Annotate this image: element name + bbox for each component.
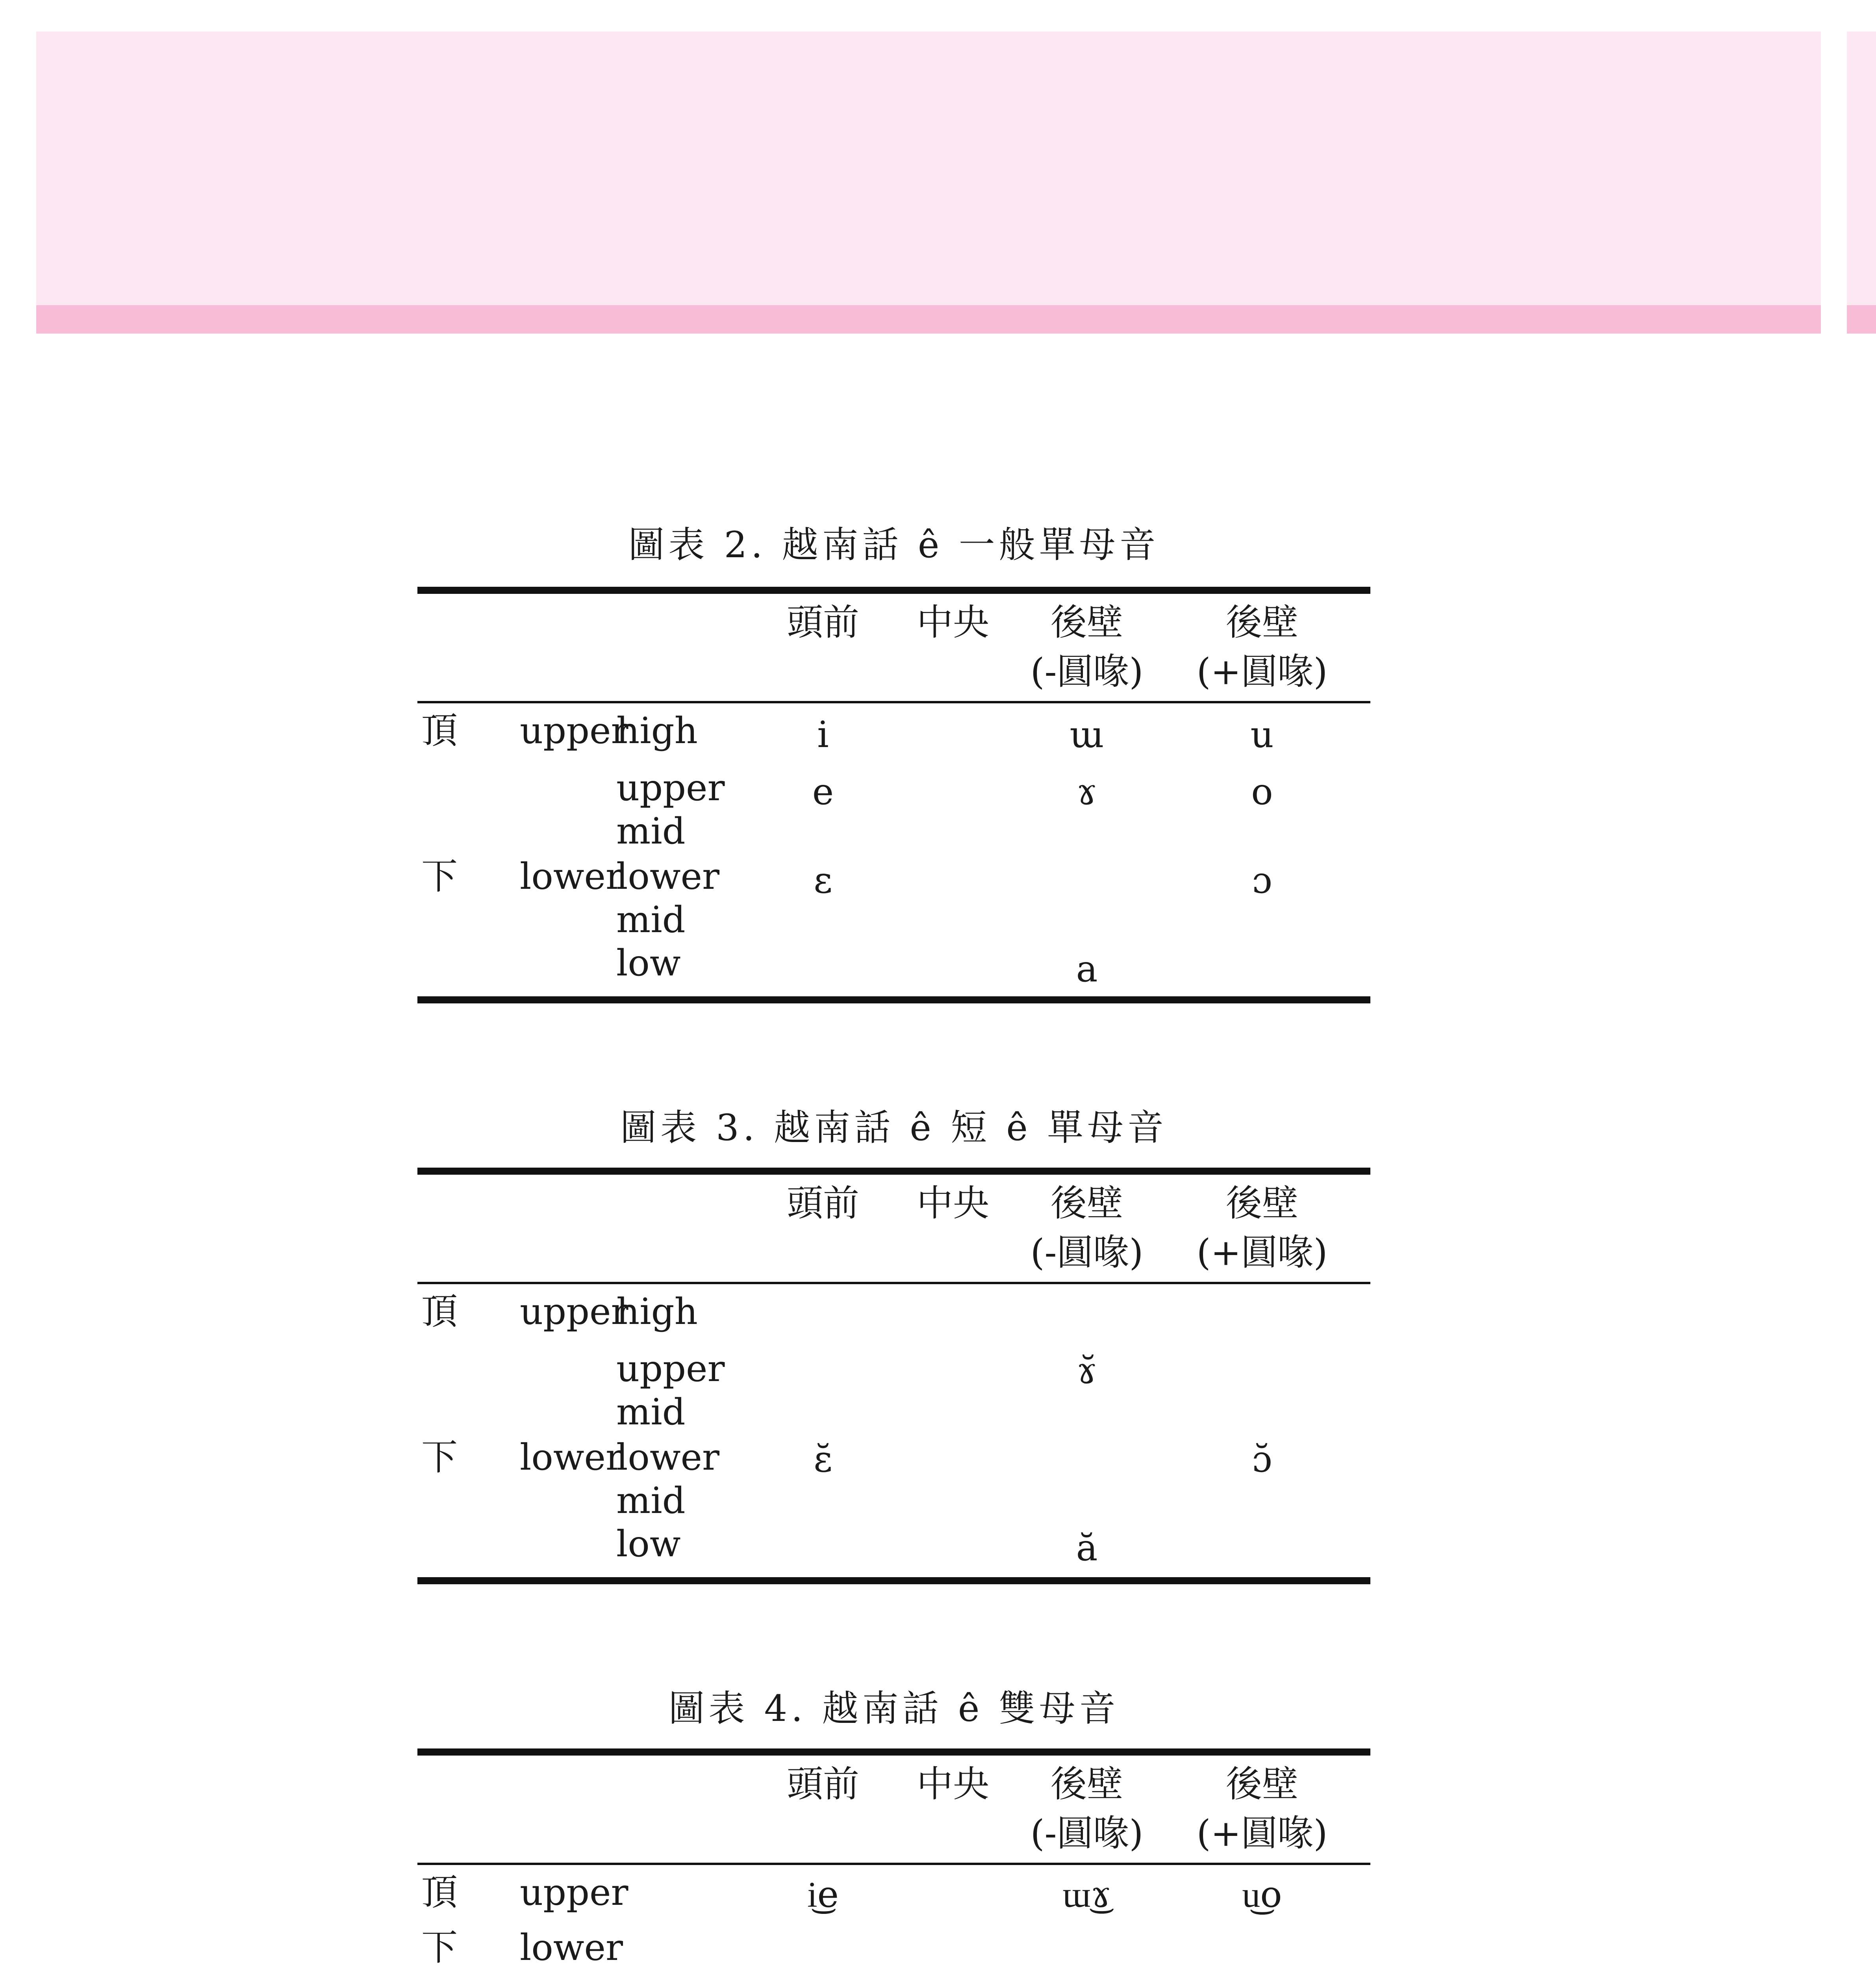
height-label: upper bbox=[520, 710, 628, 752]
height-sublabel: lower bbox=[616, 1436, 719, 1478]
header-back-rounded: 後壁 bbox=[1225, 1763, 1298, 1805]
header-back-rounded-note: (+圓喙) bbox=[1196, 1231, 1328, 1274]
vowel-cell: o bbox=[1251, 771, 1273, 813]
height-sublabel: high bbox=[616, 1290, 698, 1333]
height-sublabel: lower bbox=[616, 855, 719, 897]
header-back-rounded: 後壁 bbox=[1225, 1182, 1298, 1224]
table-header-rule bbox=[417, 1863, 1370, 1865]
vowel-cell: i bbox=[817, 714, 829, 756]
table-caption: 圖表 4. 越南話 ê 雙母音 bbox=[668, 1687, 1120, 1730]
vowel-table bbox=[417, 587, 1370, 1004]
table-bottom-rule bbox=[417, 996, 1370, 1003]
height-sublabel: high bbox=[616, 710, 698, 752]
vowel-cell: a bbox=[1076, 948, 1098, 990]
header-band-stripe bbox=[36, 305, 1821, 334]
header-back-rounded: 後壁 bbox=[1225, 601, 1298, 643]
table-top-rule bbox=[417, 1748, 1370, 1756]
side-label: 頂 bbox=[421, 710, 458, 752]
vowel-cell: i͜e bbox=[807, 1873, 839, 1915]
height-sublabel: mid bbox=[616, 1480, 686, 1522]
vowel-cell: ɯ͜ɤ bbox=[1062, 1873, 1111, 1915]
table-bottom-rule bbox=[417, 1577, 1370, 1584]
header-band bbox=[36, 32, 1821, 307]
height-label: lower bbox=[520, 1926, 623, 1969]
vowel-cell: ɔ bbox=[1252, 859, 1272, 901]
side-label: 下 bbox=[421, 855, 458, 897]
header-back-unrounded: 後壁 bbox=[1050, 601, 1123, 643]
header-back-unrounded: 後壁 bbox=[1050, 1182, 1123, 1224]
header-band-edge-stripe bbox=[1847, 305, 1876, 334]
side-label: 下 bbox=[421, 1926, 458, 1969]
vowel-cell: ɯ bbox=[1070, 714, 1104, 756]
side-label: 下 bbox=[421, 1436, 458, 1478]
header-back-unrounded-note: (-圓喙) bbox=[1030, 1231, 1144, 1274]
header-back-rounded-note: (+圓喙) bbox=[1196, 1812, 1328, 1854]
vowel-cell: ɤ̆ bbox=[1077, 1350, 1097, 1392]
vowel-cell: u bbox=[1250, 714, 1274, 756]
height-label: upper bbox=[520, 1871, 628, 1913]
vowel-cell: ă bbox=[1076, 1527, 1098, 1569]
header-front: 頭前 bbox=[786, 1763, 859, 1805]
header-band-edge bbox=[1847, 32, 1876, 307]
side-label: 頂 bbox=[421, 1290, 458, 1333]
vowel-cell: ɛ̆ bbox=[814, 1438, 832, 1480]
height-sublabel: low bbox=[616, 942, 681, 984]
vowel-cell: ɛ bbox=[814, 859, 832, 901]
height-sublabel: mid bbox=[616, 899, 686, 941]
height-label: upper bbox=[520, 1290, 628, 1333]
header-back-rounded-note: (+圓喙) bbox=[1196, 651, 1328, 693]
table-caption: 圖表 2. 越南話 ê 一般單母音 bbox=[628, 524, 1160, 566]
header-back-unrounded-note: (-圓喙) bbox=[1030, 1812, 1144, 1854]
vowel-table bbox=[417, 1168, 1370, 1585]
header-back-unrounded-note: (-圓喙) bbox=[1030, 651, 1144, 693]
header-central: 中央 bbox=[916, 601, 989, 643]
height-sublabel: upper bbox=[616, 1348, 725, 1390]
vowel-cell: ɔ̆ bbox=[1252, 1438, 1272, 1480]
height-label: lower bbox=[520, 1436, 623, 1478]
height-sublabel: mid bbox=[616, 810, 686, 852]
table-top-rule bbox=[417, 1168, 1370, 1175]
vowel-cell: u͜o bbox=[1242, 1873, 1282, 1915]
height-sublabel: low bbox=[616, 1523, 681, 1565]
header-central: 中央 bbox=[916, 1182, 989, 1224]
table-header-rule bbox=[417, 701, 1370, 703]
table-header-rule bbox=[417, 1282, 1370, 1284]
header-front: 頭前 bbox=[786, 601, 859, 643]
diphthong-table bbox=[417, 1748, 1370, 1969]
vowel-cell: e bbox=[812, 771, 834, 813]
header-front: 頭前 bbox=[786, 1182, 859, 1224]
table-caption: 圖表 3. 越南話 ê 短 ê 單母音 bbox=[620, 1107, 1168, 1149]
vowel-cell: ɤ bbox=[1077, 771, 1097, 813]
side-label: 頂 bbox=[421, 1871, 458, 1913]
header-central: 中央 bbox=[916, 1763, 989, 1805]
header-back-unrounded: 後壁 bbox=[1050, 1763, 1123, 1805]
height-sublabel: upper bbox=[616, 767, 725, 809]
table-top-rule bbox=[417, 587, 1370, 594]
height-label: lower bbox=[520, 855, 623, 897]
height-sublabel: mid bbox=[616, 1391, 686, 1433]
